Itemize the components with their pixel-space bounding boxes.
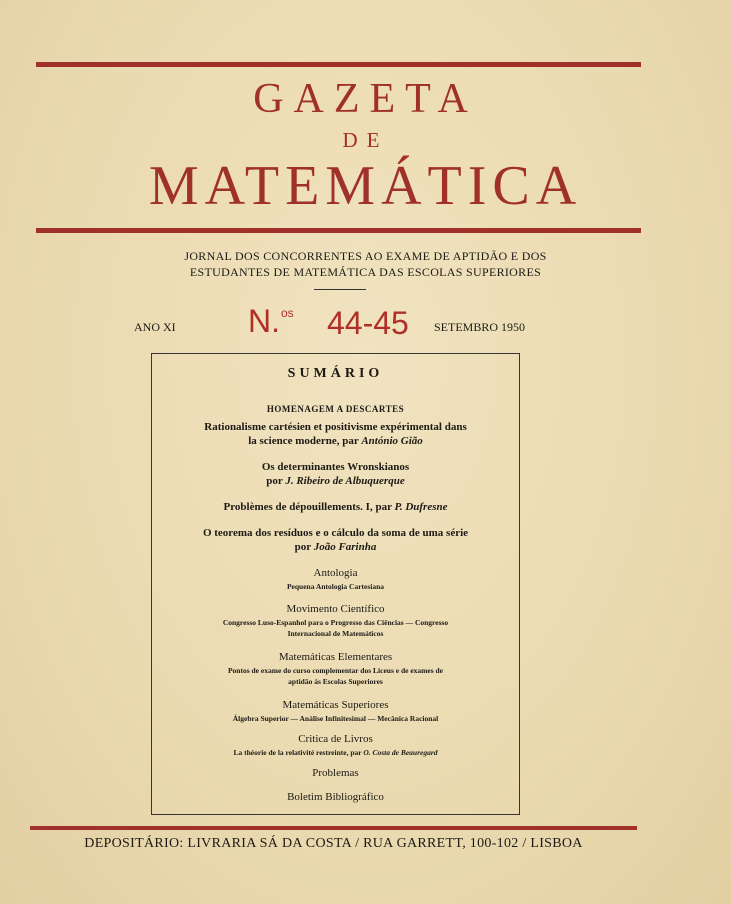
- item4-author: João Farinha: [313, 541, 377, 553]
- boletim-title: Boletim Bibliográfico: [287, 791, 384, 803]
- superiores-title: Matemáticas Superiores: [282, 699, 389, 711]
- item3: [152, 500, 519, 514]
- item4-text: por: [294, 541, 314, 553]
- masthead-matematica: MATEMÁTICA: [148, 155, 583, 217]
- masthead-de: DE: [342, 128, 389, 152]
- section-homenagem: HOMENAGEM A DESCARTES: [266, 404, 405, 414]
- footer-rule: [30, 826, 637, 830]
- summary-heading: SUMÁRIO: [287, 366, 384, 381]
- movimento-sub2: Internacional de Matemáticos: [287, 629, 384, 638]
- footer-depositario: DEPOSITÁRIO: LIVRARIA SÁ DA COSTA / RUA GARRETT, 100-102 / LISBOA: [84, 836, 583, 851]
- problemas-title: Problemas: [312, 767, 359, 779]
- issue-number: 44-45: [327, 305, 409, 341]
- subtitle-line-1: JORNAL DOS CONCORRENTES AO EXAME DE APTIDÃO E DOS: [184, 249, 547, 263]
- item1-line1: Rationalisme cartésien et positivisme expérimental dans: [204, 421, 467, 433]
- masthead-gazeta: GAZETA: [253, 76, 478, 122]
- issue-row: [0, 305, 731, 345]
- movimento-title: Movimento Científico: [286, 603, 385, 615]
- critica-title: Critica de Livros: [298, 733, 373, 745]
- item3-text: Problèmes de dépouillements. I, par: [223, 501, 395, 513]
- item1-author: António Gião: [361, 435, 423, 447]
- subtitle-line-2: ESTUDANTES DE MATEMÁTICA DAS ESCOLAS SUPERIORES: [189, 265, 542, 279]
- issue-number-suffix: os: [281, 306, 294, 320]
- item3-author: P. Dufresne: [394, 501, 448, 513]
- item2-line1: Os determinantes Wronskianos: [261, 461, 410, 473]
- issue-number-prefix-text: N.: [248, 303, 280, 339]
- issue-date: SETEMBRO 1950: [434, 320, 526, 334]
- critica-sub-author: O. Costa de Beauregard: [363, 748, 438, 757]
- item2-line2: [152, 474, 519, 488]
- issue-number-prefix: [248, 305, 294, 337]
- masthead-bottom-rule: [36, 228, 641, 233]
- top-rule: [36, 62, 641, 67]
- antologia-title: Antologia: [313, 567, 358, 579]
- item4-line1: O teorema dos resíduos e o cálculo da soma de uma série: [202, 527, 469, 539]
- antologia-sub: Pequena Antologia Cartesiana: [286, 582, 385, 591]
- summary-box: [151, 353, 520, 815]
- item4-line2: [152, 540, 519, 554]
- item2-author: J. Ribeiro de Albuquerque: [285, 475, 405, 487]
- critica-sub: [152, 747, 519, 758]
- item1-line2: [152, 434, 519, 448]
- subtitle-divider: [314, 289, 366, 290]
- elementares-sub1: Pontos de exame do curso complementar dos Liceus e de exames de: [227, 666, 444, 675]
- superiores-sub: Álgebra Superior — Análise Infinitesimal — Mecânica Racional: [232, 714, 439, 723]
- elementares-title: Matemáticas Elementares: [278, 651, 393, 663]
- elementares-sub2: aptidão às Escolas Superiores: [288, 677, 383, 686]
- movimento-sub1: Congresso Luso-Espanhol para o Progresso das Ciências — Congresso: [222, 618, 449, 627]
- critica-sub-text: La théorie de la relativité restreinte, par: [233, 748, 364, 757]
- item2-text: por: [266, 475, 286, 487]
- issue-volume: ANO XI: [134, 320, 176, 334]
- item1-text: la science moderne, par: [248, 435, 362, 447]
